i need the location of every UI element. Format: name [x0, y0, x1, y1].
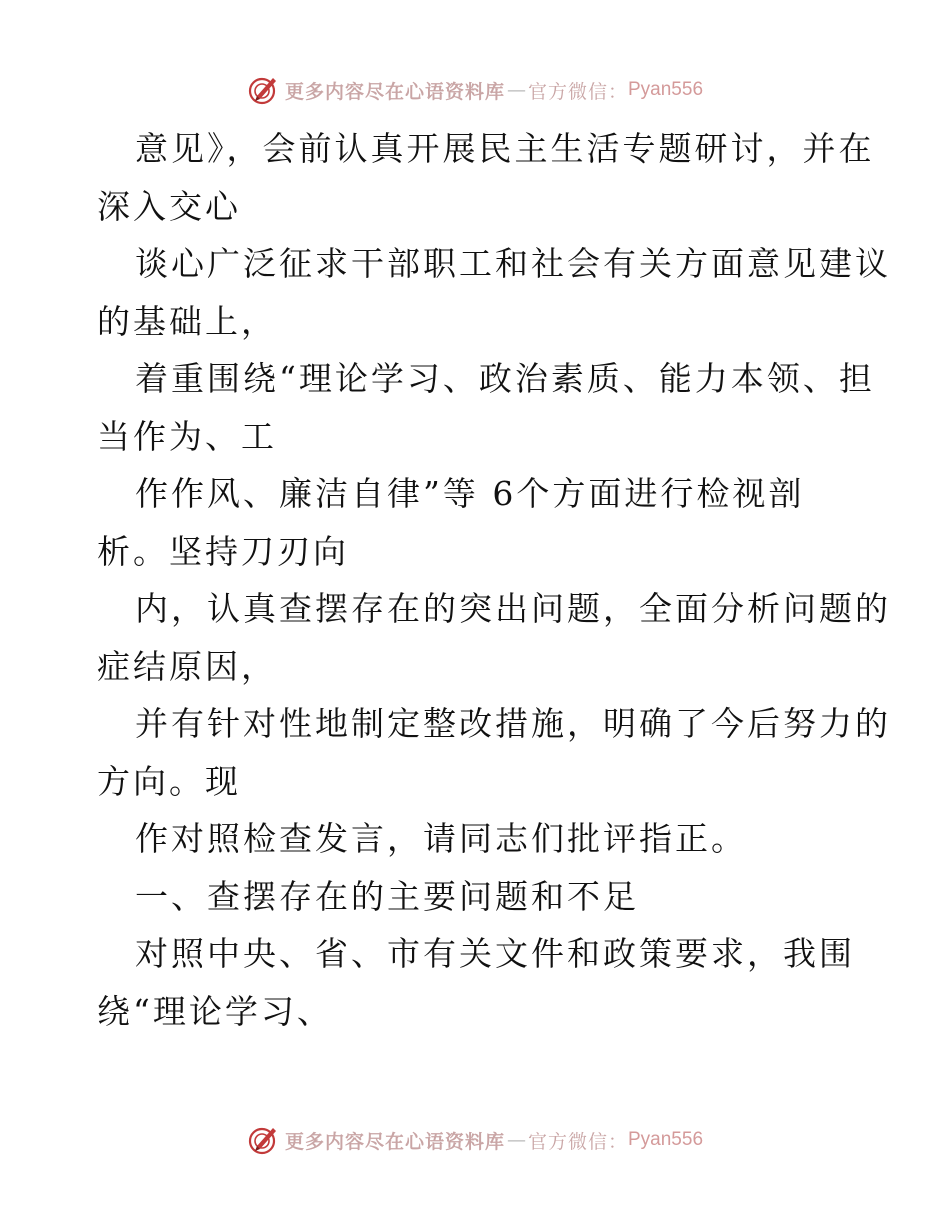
watermark-site-text: 更多内容尽在心语资料库 [284, 1130, 505, 1153]
paragraph-line: 深入交心 [97, 186, 241, 226]
paragraph-line: 绕“理论学习、 [97, 991, 333, 1031]
watermark-wechat-id: Pyan556 [628, 1129, 704, 1150]
paragraph-line: 的基础上， [97, 301, 277, 341]
paragraph-line: 作作风、廉洁自律”等 6个方面进行检视剖 [135, 474, 805, 513]
document-body [97, 120, 891, 1040]
paragraph-line: 作对照检查发言，请同志们批评指正。 [135, 819, 747, 858]
paragraph-line: 意见》，会前认真开展民主生活专题研讨，并在 [135, 129, 875, 168]
header-watermark [0, 70, 950, 110]
paragraph-line: 谈心广泛征求干部职工和社会有关方面意见建议 [135, 244, 891, 283]
paragraph-line: 当作为、工 [97, 416, 277, 456]
watermark-wechat-label: 官方微信： [527, 1130, 628, 1153]
footer-watermark [0, 1120, 950, 1160]
paragraph-line: 对照中央、省、市有关文件和政策要求，我围 [135, 934, 855, 973]
watermark-site-text: 更多内容尽在心语资料库 [284, 80, 505, 103]
paragraph-line: 并有针对性地制定整改措施，明确了今后努力的 [135, 704, 891, 743]
watermark-wechat-id: Pyan556 [628, 79, 704, 100]
watermark-separator: — [506, 79, 526, 101]
paragraph-line: 内，认真查摆存在的突出问题，全面分析问题的 [135, 589, 891, 628]
section-heading: 一、查摆存在的主要问题和不足 [135, 876, 639, 916]
paragraph-line: 析。坚持刀刃向 [97, 531, 349, 571]
pen-logo-icon [247, 1124, 279, 1156]
watermark-separator: — [506, 1129, 526, 1151]
paragraph-line: 症结原因， [97, 646, 277, 686]
pen-logo-icon [247, 74, 279, 106]
paragraph-line: 方向。现 [97, 761, 241, 801]
paragraph-line: 着重围绕“理论学习、政治素质、能力本领、担 [135, 359, 875, 398]
watermark-wechat-label: 官方微信： [527, 80, 628, 103]
